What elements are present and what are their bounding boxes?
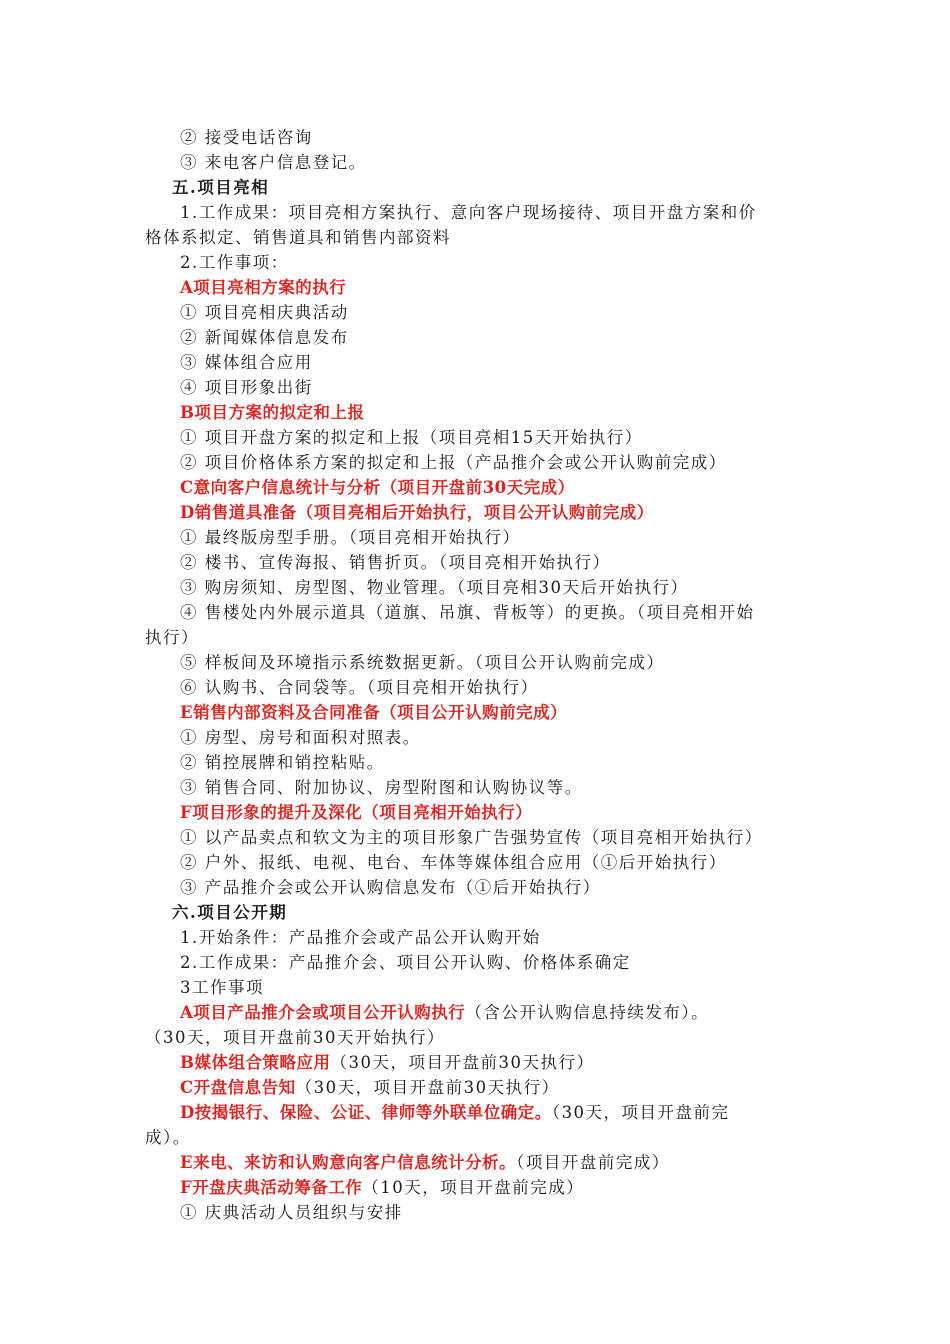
item-d-line: [180, 1100, 730, 1125]
text-line: 1.工作成果：项目亮相方案执行、意向客户现场接待、项目开盘方案和价: [180, 203, 757, 222]
subheading-f2: F开盘庆典活动筹备工作: [180, 1178, 363, 1197]
text-line: ② 项目价格体系方案的拟定和上报（产品推介会或公开认购前完成）: [180, 453, 727, 472]
text-line: 2.工作事项：: [180, 253, 289, 272]
item-d-note: （30天，项目开盘前完: [551, 1103, 730, 1122]
subheading-b2: B媒体组合策略应用: [180, 1053, 331, 1072]
text-line: ⑥ 认购书、合同袋等。（项目亮相开始执行）: [180, 678, 539, 697]
item-a-note: （含公开认购信息持续发布）。: [465, 1003, 710, 1022]
text-line: 成）。: [145, 1128, 191, 1147]
subheading-a: A项目亮相方案的执行: [180, 278, 347, 297]
subheading-e2: E来电、来访和认购意向客户信息统计分析。: [180, 1153, 517, 1172]
text-line: ① 项目亮相庆典活动: [180, 303, 349, 322]
item-f-note: （10天，项目开盘前完成）: [362, 1178, 585, 1197]
text-line: ① 以产品卖点和软文为主的项目形象广告强势宣传（项目亮相开始执行）: [180, 828, 763, 847]
text-line: 执行）: [145, 628, 199, 647]
subheading-a2: A项目产品推介会或项目公开认购执行: [180, 1003, 466, 1022]
text-line: （30天，项目开盘前30天开始执行）: [145, 1028, 445, 1047]
text-line: ④ 售楼处内外展示道具（道旗、吊旗、背板等）的更换。（项目亮相开始: [180, 603, 755, 622]
item-c-note: （30天，项目开盘前30天执行）: [295, 1078, 560, 1097]
text-line: ① 房型、房号和面积对照表。: [180, 728, 421, 747]
section-heading-5: 五.项目亮相: [172, 178, 270, 197]
text-line: 3工作事项: [180, 978, 264, 997]
text-line: ③ 购房须知、房型图、物业管理。（项目亮相30天后开始执行）: [180, 578, 689, 597]
subheading-b: B项目方案的拟定和上报: [180, 403, 365, 422]
item-c-line: [180, 1075, 560, 1100]
subheading-d2: D按揭银行、保险、公证、律师等外联单位确定。: [180, 1103, 552, 1122]
text-line: ② 户外、报纸、电视、电台、车体等媒体组合应用（①后开始执行）: [180, 853, 727, 872]
text-line: 2.工作成果：产品推介会、项目公开认购、价格体系确定: [180, 953, 631, 972]
text-line: ③ 媒体组合应用: [180, 353, 313, 372]
subheading-e: E销售内部资料及合同准备（项目公开认购前完成）: [180, 703, 568, 722]
text-line: ④ 项目形象出街: [180, 378, 313, 397]
subheading-d: D销售道具准备（项目亮相后开始执行，项目公开认购前完成）: [180, 503, 654, 522]
item-a-line: [180, 1000, 709, 1025]
item-e-line: [180, 1150, 670, 1175]
text-line: ① 庆典活动人员组织与安排: [180, 1203, 403, 1222]
text-line: ② 楼书、宣传海报、销售折页。（项目亮相开始执行）: [180, 553, 611, 572]
subheading-c: C意向客户信息统计与分析（项目开盘前30天完成）: [180, 478, 575, 497]
item-e-note: （项目开盘前完成）: [516, 1153, 670, 1172]
text-line: ③ 来电客户信息登记。: [180, 153, 367, 172]
text-line: ③ 销售合同、附加协议、房型附图和认购协议等。: [180, 778, 583, 797]
text-line: ② 新闻媒体信息发布: [180, 328, 349, 347]
text-line: ③ 产品推介会或公开认购信息发布（①后开始执行）: [180, 878, 601, 897]
text-line: ① 最终版房型手册。（项目亮相开始执行）: [180, 528, 521, 547]
subheading-f: F项目形象的提升及深化（项目亮相开始执行）: [180, 803, 533, 822]
text-line: 格体系拟定、销售道具和销售内部资料: [145, 228, 451, 247]
text-line: 1.开始条件：产品推介会或产品公开认购开始: [180, 928, 541, 947]
text-line: ⑤ 样板间及环境指示系统数据更新。（项目公开认购前完成）: [180, 653, 665, 672]
text-line: ② 接受电话咨询: [180, 128, 313, 147]
item-f-line: [180, 1175, 584, 1200]
item-b-line: [180, 1050, 594, 1075]
item-b-note: （30天，项目开盘前30天执行）: [330, 1053, 595, 1072]
text-line: ① 项目开盘方案的拟定和上报（项目亮相15天开始执行）: [180, 428, 643, 447]
text-line: ② 销控展牌和销控粘贴。: [180, 753, 385, 772]
subheading-c2: C开盘信息告知: [180, 1078, 296, 1097]
section-heading-6: 六.项目公开期: [172, 903, 288, 922]
